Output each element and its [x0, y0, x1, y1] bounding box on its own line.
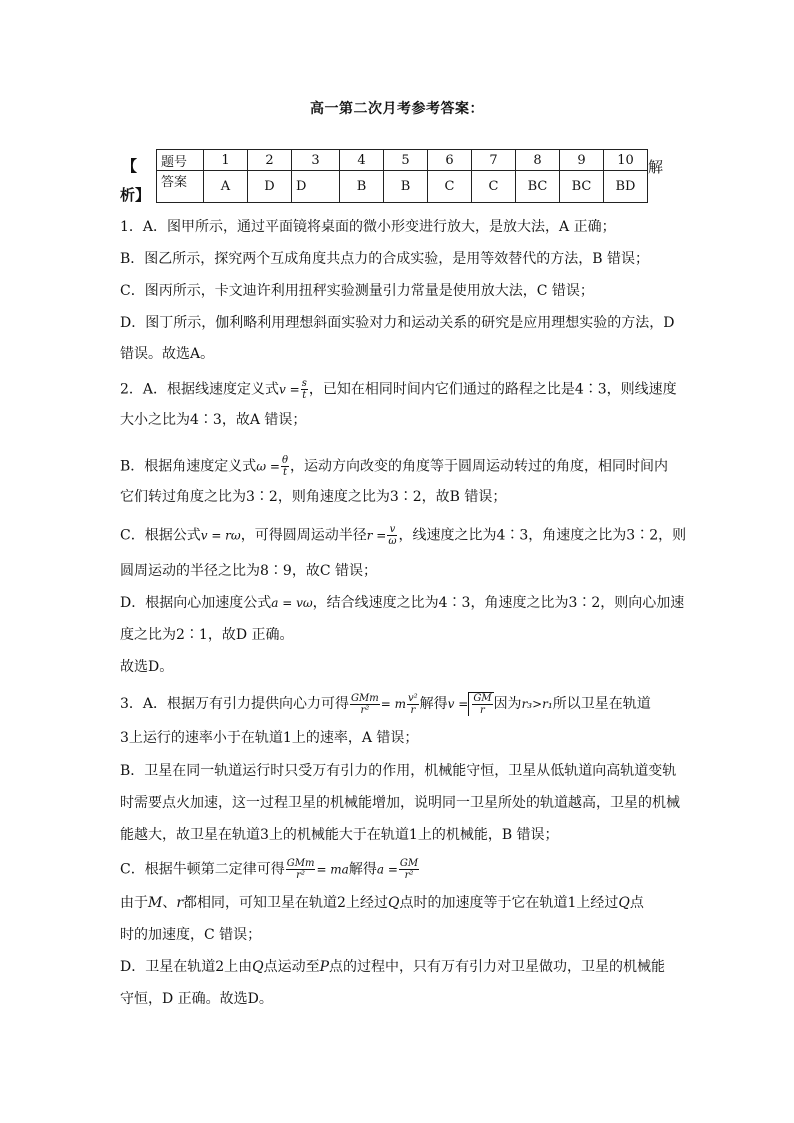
fraction-numerator: s — [301, 378, 307, 389]
fraction — [472, 693, 492, 716]
question-number: 10 — [604, 150, 648, 171]
text-line — [120, 594, 684, 612]
fraction — [399, 858, 419, 881]
text-segment: 、 — [162, 895, 177, 911]
fraction-denominator: r² — [360, 704, 370, 716]
symbol-Q: Q — [387, 895, 400, 911]
answer-cell: C — [472, 171, 516, 203]
fraction-denominator: ω — [388, 536, 397, 547]
number-header: 题号 — [157, 150, 204, 171]
text-segment: 点 — [629, 895, 644, 911]
text-line: B．图乙所示，探究两个互成角度共点力的合成实验，是用等效替代的方法，B 错误； — [120, 251, 650, 267]
text-line: 圆周运动的半径之比为8∶9，故C 错误； — [120, 563, 377, 579]
fraction — [387, 524, 397, 547]
answer-cell: D — [248, 171, 292, 203]
text-line: C．图丙所示，卡文迪许利用扭秤实验测量引力常量是使用放大法，C 错误； — [120, 283, 594, 299]
formula-a: a = — [376, 862, 398, 877]
symbol-M: M — [148, 895, 163, 911]
question-number: 3 — [292, 150, 340, 171]
text-segment: 都相同，可知卫星在轨道2上经过 — [183, 895, 388, 911]
square-root — [468, 692, 493, 716]
text-segment: C．根据牛顿第二定律可得 — [120, 861, 285, 878]
formula-r3-r1: r₃>r₁ — [521, 697, 553, 711]
text-segment: C．根据公式 — [120, 527, 201, 544]
text-segment: 2．A．根据线速度定义式 — [120, 381, 280, 398]
fraction-numerator: GM — [399, 858, 419, 869]
formula-v: v = — [279, 382, 300, 397]
text-segment: 所以卫星在轨道 — [552, 696, 651, 712]
fraction — [281, 455, 289, 478]
text-line: 3上运行的速率小于在轨道1上的速率，A 错误； — [120, 730, 419, 746]
formula-v-r-omega: v = rω — [200, 528, 241, 543]
text-line: 守恒，D 正确。故选D。 — [120, 991, 273, 1007]
text-line — [120, 692, 651, 716]
text-line: 故选D。 — [120, 659, 174, 675]
text-line: D．图丁所示，伽利略利用理想斜面实验对力和运动关系的研究是应用理想实验的方法，D — [120, 315, 675, 331]
fraction-denominator: r² — [296, 870, 305, 881]
symbol-r: r — [176, 895, 184, 911]
fraction-numerator: θ — [281, 455, 288, 466]
text-line: 时的加速度，C 错误； — [120, 927, 262, 943]
text-line — [120, 858, 420, 881]
fraction-numerator: GMm — [351, 692, 379, 704]
text-segment: ，已知在相同时间内它们通过的路程之比是4∶3，则线速度 — [308, 381, 677, 398]
question-number: 7 — [472, 150, 516, 171]
text-segment: 3．A．根据万有引力提供向心力可得 — [120, 696, 350, 712]
text-line: 大小之比为4∶3，故A 错误； — [120, 412, 307, 428]
text-segment: ，可得圆周运动半径 — [240, 527, 367, 544]
answer-header: 答案 — [157, 171, 204, 203]
formula-a-v-omega: a = vω — [271, 596, 313, 610]
text-line: 时需要点火加速，这一过程卫星的机械能增加，说明同一卫星所处的轨道越高，卫星的机械 — [120, 795, 680, 811]
text-segment: B．根据角速度定义式 — [120, 458, 257, 475]
formula-r: r = — [366, 528, 387, 543]
page-title: 高一第二次月考参考答案： — [310, 101, 484, 117]
fraction-numerator: v — [387, 524, 397, 536]
question-number: 2 — [248, 150, 292, 171]
fraction-denominator: r — [480, 705, 485, 716]
symbol-Q: Q — [618, 895, 630, 911]
answer-cell: B — [340, 171, 384, 203]
text-line: 能越大，故卫星在轨道3上的机械能大于在轨道1上的机械能，B 错误； — [120, 827, 559, 843]
answer-cell: BD — [604, 171, 648, 203]
fraction — [286, 858, 316, 881]
answer-cell: A — [204, 171, 248, 203]
text-segment: D．根据向心加速度公式 — [120, 595, 272, 611]
text-line — [120, 378, 677, 401]
text-segment: ，结合线速度之比为4∶3，角速度之比为3∶2，则向心加速 — [312, 595, 685, 611]
text-segment: 由于 — [120, 895, 148, 911]
text-line — [120, 894, 644, 912]
text-segment: 解得 — [419, 696, 448, 712]
text-segment: ，线速度之比为4∶3，角速度之比为3∶2，则 — [398, 527, 687, 544]
answer-table — [156, 149, 648, 203]
fraction-denominator: r² — [404, 870, 414, 881]
answer-table-number-row — [157, 150, 648, 171]
fraction-numerator: GMm — [286, 858, 315, 869]
answer-cell: BC — [516, 171, 560, 203]
symbol-P: P — [319, 959, 330, 975]
fraction-numerator: GM — [473, 693, 492, 704]
analysis-label-right: 解 — [648, 158, 664, 176]
formula-v: v = — [447, 697, 469, 711]
text-line — [120, 455, 668, 478]
text-line: 度之比为2∶1，故D 正确。 — [120, 627, 294, 643]
text-segment: ，运动方向改变的角度等于圆周运动转过的角度，相同时间内 — [289, 458, 668, 475]
text-line — [120, 958, 665, 976]
question-number: 4 — [340, 150, 384, 171]
text-line: B．卫星在同一轨道运行时只受万有引力的作用，机械能守恒，卫星从低轨道向高轨道变轨 — [120, 763, 677, 779]
question-number: 6 — [428, 150, 472, 171]
formula-equals-m: = m — [380, 697, 406, 711]
question-number: 1 — [204, 150, 248, 171]
fraction — [301, 378, 308, 401]
answer-cell: B — [384, 171, 428, 203]
fraction-denominator: t — [302, 390, 307, 401]
fraction — [350, 693, 380, 716]
text-segment: 点时的加速度等于它在轨道1上经过 — [399, 895, 619, 911]
answer-cell: BC — [560, 171, 604, 203]
fraction-denominator: t — [282, 467, 287, 478]
text-line: 错误。故选A。 — [120, 346, 215, 362]
question-number: 9 — [560, 150, 604, 171]
text-segment: 点运动至 — [263, 959, 320, 975]
text-line: 它们转过角度之比为3∶2，则角速度之比为3∶2，故B 错误； — [120, 489, 507, 505]
text-line: 1．A．图甲所示，通过平面镜将桌面的微小形变进行放大，是放大法，A 正确； — [120, 219, 616, 235]
analysis-label-close: 析】 — [120, 186, 151, 204]
formula-equals-ma: = ma — [316, 862, 349, 877]
answer-table-answer-row — [157, 171, 648, 203]
text-segment: 点的过程中，只有万有引力对卫星做功，卫星的机械能 — [329, 959, 666, 975]
text-line — [120, 524, 686, 547]
text-segment: 解得 — [348, 861, 377, 878]
question-number: 5 — [384, 150, 428, 171]
formula-omega: ω = — [256, 459, 280, 474]
text-segment: D．卫星在轨道2上由 — [120, 959, 253, 975]
answer-cell: D — [292, 171, 340, 203]
analysis-label-open: 【 — [122, 157, 138, 175]
symbol-Q: Q — [252, 959, 264, 975]
answer-cell: C — [428, 171, 472, 203]
fraction-numerator: v² — [408, 692, 418, 704]
fraction-denominator: r — [410, 704, 416, 716]
question-number: 8 — [516, 150, 560, 171]
text-segment: 因为 — [493, 696, 522, 712]
fraction — [407, 693, 419, 716]
